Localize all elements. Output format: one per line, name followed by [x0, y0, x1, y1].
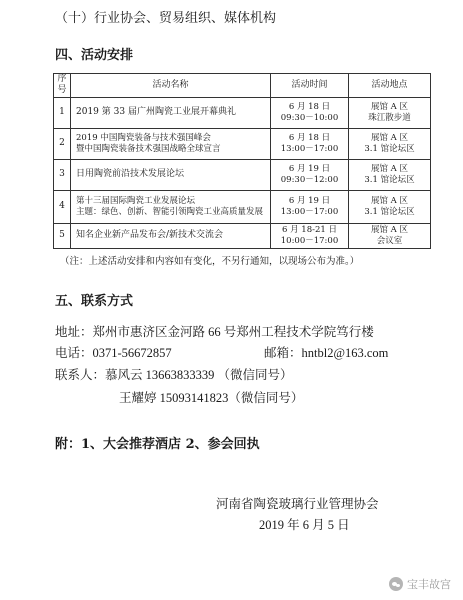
contact-person-2: 王耀婷 15093141823（微信同号）	[119, 391, 304, 405]
contact-phone: 电话：0371-56672857	[55, 346, 172, 360]
signature-org: 河南省陶瓷玻璃行业管理协会	[216, 497, 379, 511]
row-place: 展馆 A 区 珠江散步道	[349, 97, 431, 128]
contact-email: 邮箱：hntbl2@163.com	[264, 346, 389, 360]
row-place: 展馆 A 区 3.1 馆论坛区	[349, 159, 431, 190]
table-header-row	[54, 74, 431, 98]
row-name: 2019 第 33 届广州陶瓷工业展开幕典礼	[71, 97, 271, 128]
signature-date: 2019 年 6 月 5 日	[259, 518, 350, 532]
activity-table	[53, 73, 431, 249]
header-name: 活动名称	[71, 74, 271, 98]
row-time: 6 月 18-21 日 10:00－17:00	[271, 223, 349, 248]
table-row	[54, 128, 431, 159]
appendix-line: 附：1、大会推荐酒店 2、参会回执	[55, 437, 260, 452]
watermark	[389, 576, 451, 592]
row-no: 1	[54, 97, 71, 128]
row-place: 展馆 A 区 3.1 馆论坛区	[349, 128, 431, 159]
row-time: 6 月 18 日 09:30－10:00	[271, 97, 349, 128]
header-item: （十）行业协会、贸易组织、媒体机构	[55, 11, 277, 26]
header-no: 序号	[54, 74, 71, 98]
watermark-text: 宝丰故宫	[407, 578, 451, 591]
row-place: 展馆 A 区 会议室	[349, 223, 431, 248]
header-place: 活动地点	[349, 74, 431, 98]
row-name: 第十三届国际陶瓷工业发展论坛 主题：绿色、创新、智能引领陶瓷工业高质量发展	[71, 190, 271, 223]
row-no: 5	[54, 223, 71, 248]
row-no: 4	[54, 190, 71, 223]
table-row	[54, 159, 431, 190]
table-row	[54, 190, 431, 223]
contact-address: 地址：郑州市惠济区金河路 66 号郑州工程技术学院笃行楼	[55, 325, 374, 339]
contact-person-1: 联系人：慕风云 13663833339 （微信同号）	[55, 368, 293, 382]
row-no: 2	[54, 128, 71, 159]
section-5-title: 五、联系方式	[55, 294, 134, 309]
row-name: 日用陶瓷前沿技术发展论坛	[71, 159, 271, 190]
wechat-icon	[389, 577, 403, 591]
row-time: 6 月 19 日 09:30－12:00	[271, 159, 349, 190]
row-name: 知名企业新产品发布会/新技术交流会	[71, 223, 271, 248]
row-name: 2019 中国陶瓷装备与技术强国峰会 暨中国陶瓷装备技术强国战略全球宣言	[71, 128, 271, 159]
row-place: 展馆 A 区 3.1 馆论坛区	[349, 190, 431, 223]
row-time: 6 月 18 日 13:00－17:00	[271, 128, 349, 159]
schedule-note: （注：上述活动安排和内容如有变化，不另行通知，以现场公布为准。）	[60, 256, 360, 267]
row-no: 3	[54, 159, 71, 190]
row-time: 6 月 19 日 13:00－17:00	[271, 190, 349, 223]
table-row	[54, 223, 431, 248]
header-time: 活动时间	[271, 74, 349, 98]
section-4-title: 四、活动安排	[55, 48, 134, 63]
table-row	[54, 97, 431, 128]
